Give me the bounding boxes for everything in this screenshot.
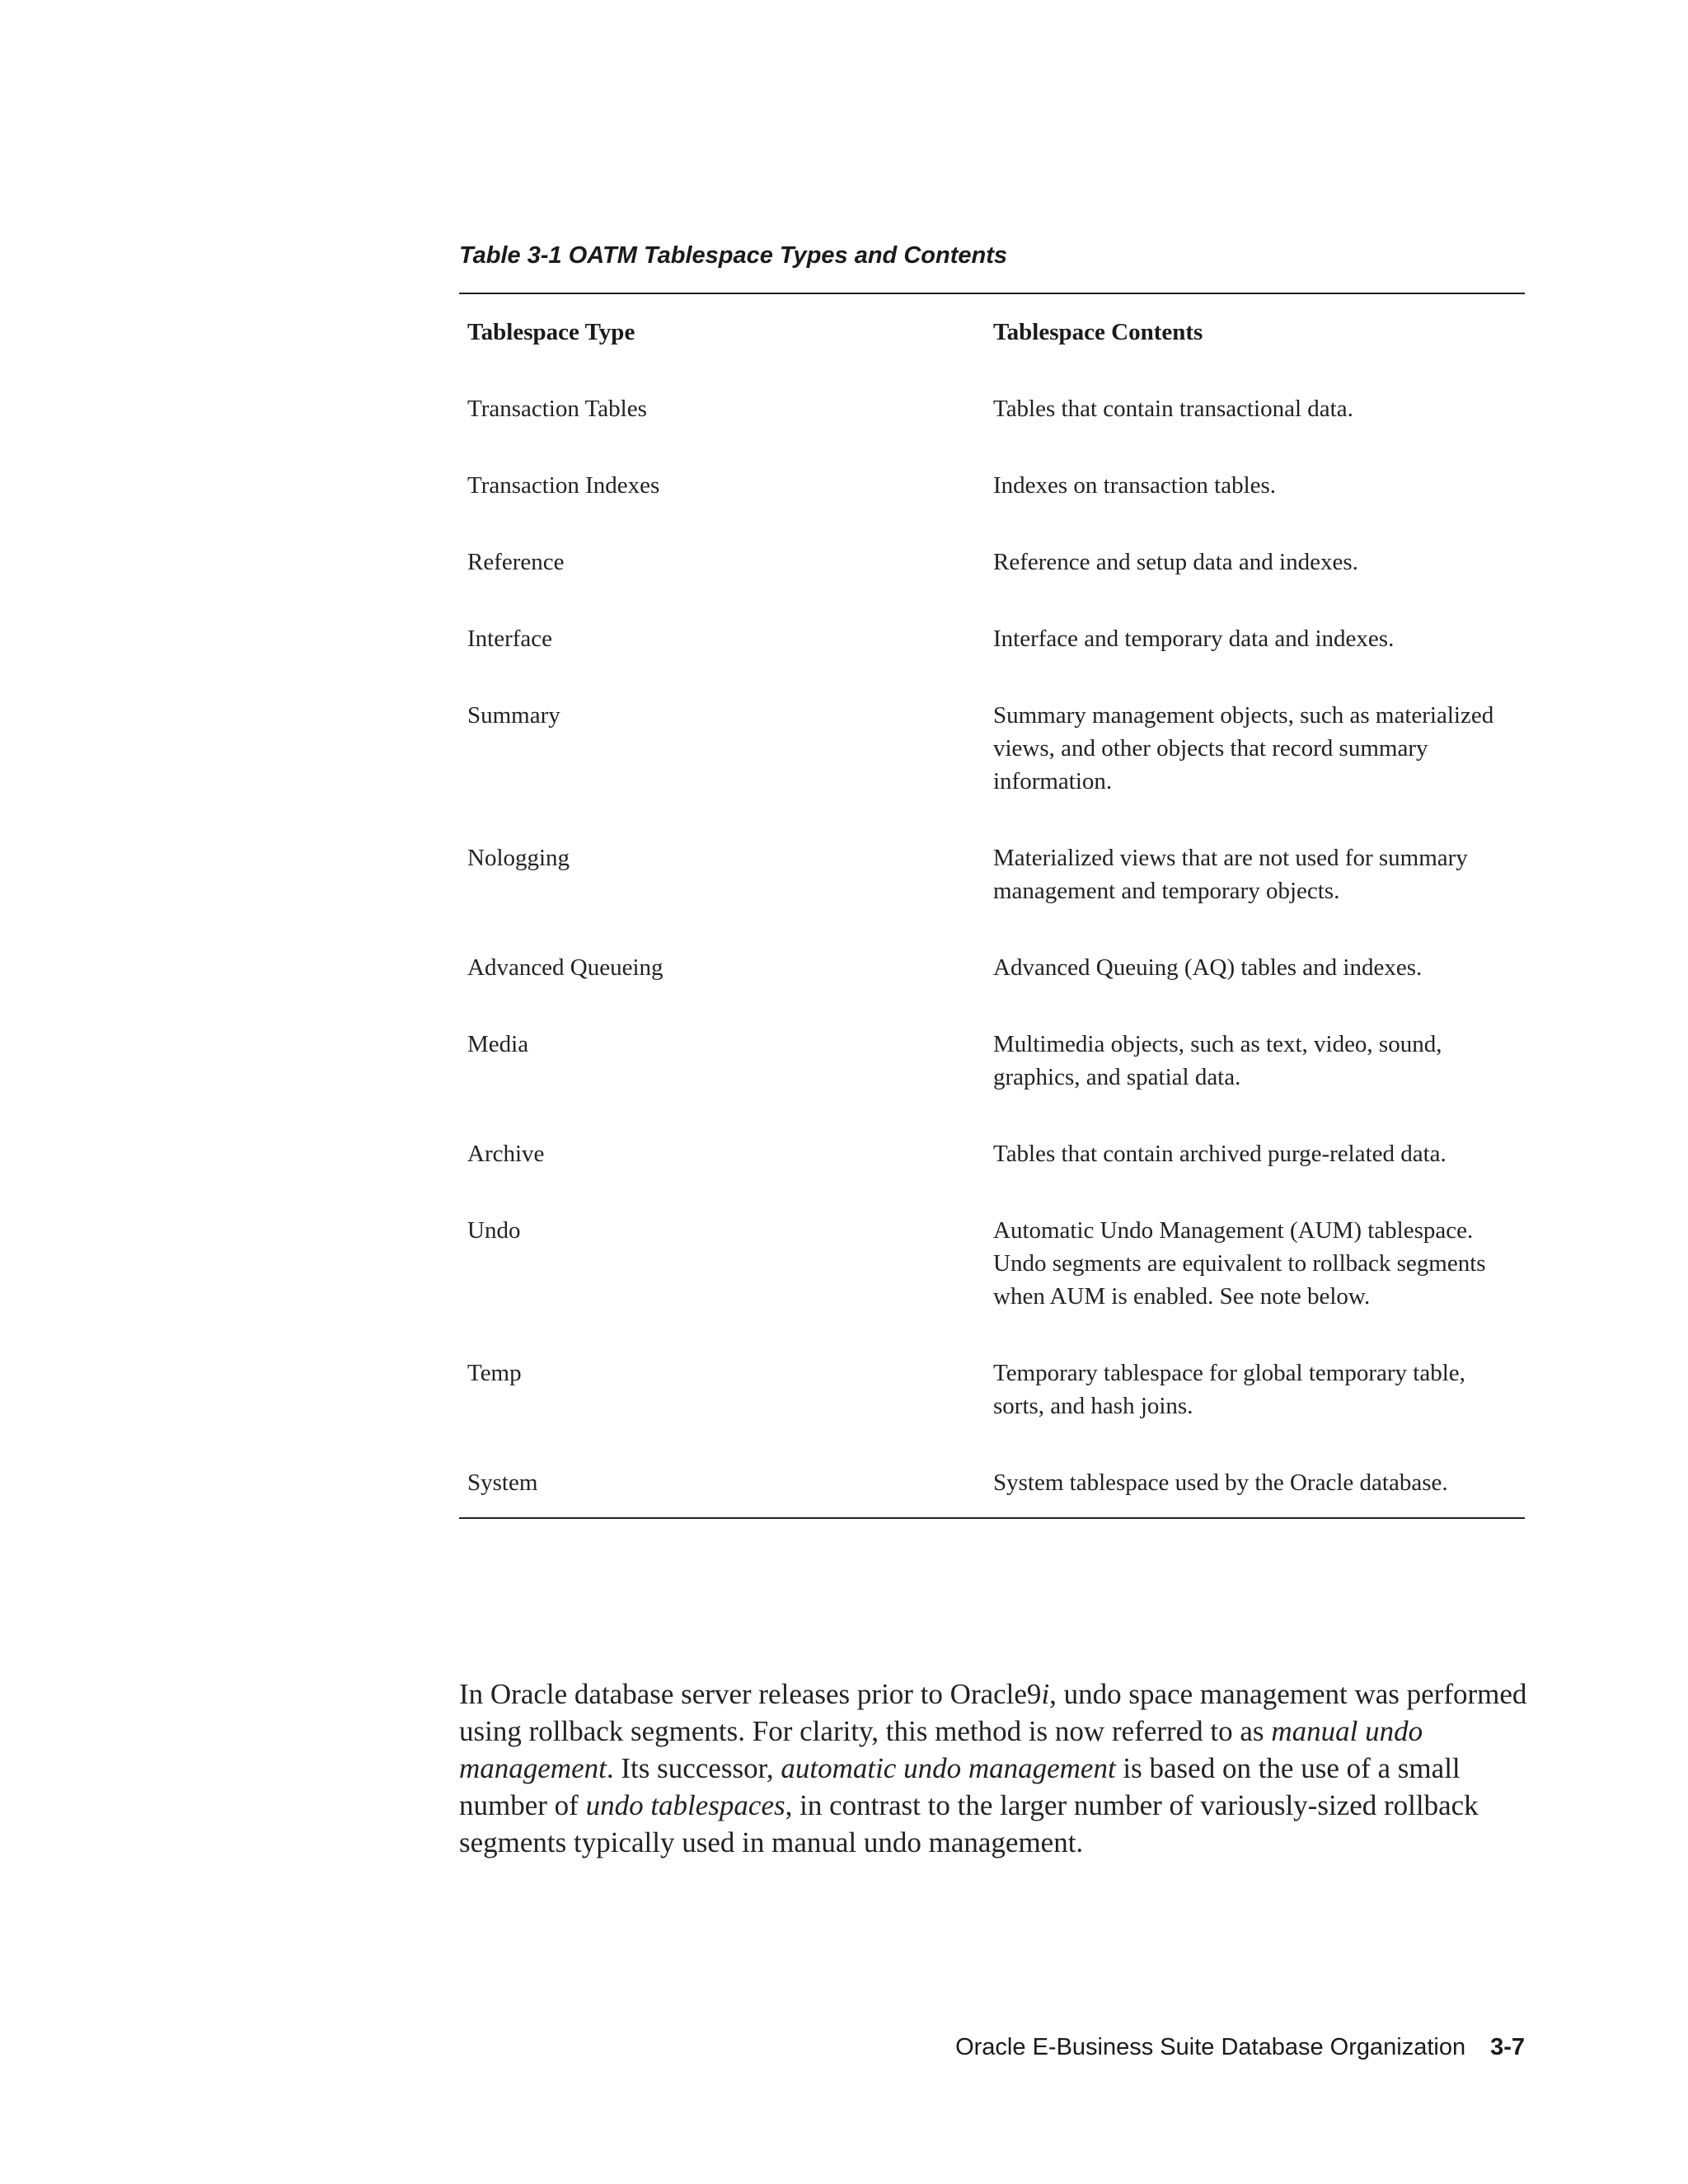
cell-type: Reference <box>467 549 565 575</box>
cell-type: Transaction Indexes <box>467 472 660 499</box>
cell-type: Temp <box>467 1360 522 1386</box>
cell-type: System <box>467 1469 538 1496</box>
table-row <box>459 951 1525 984</box>
table-caption: Table 3-1 OATM Tablespace Types and Contents <box>459 242 1007 269</box>
cell-type: Transaction Tables <box>467 396 647 422</box>
cell-contents: Interface and temporary data and indexes. <box>993 626 1395 652</box>
cell-type: Archive <box>467 1141 545 1167</box>
cell-contents: Advanced Queuing (AQ) tables and indexes. <box>993 954 1423 981</box>
cell-contents: Tables that contain transactional data. <box>993 396 1353 422</box>
table-row <box>459 622 1525 655</box>
paragraph-text: In Oracle database server releases prior to Oracle9 <box>459 1678 1042 1710</box>
cell-type: Undo <box>467 1217 521 1244</box>
paragraph-text: , in contrast to the larger number of variously-sized rollback segments typically used in manual undo management. <box>459 1789 1479 1858</box>
cell-type: Interface <box>467 626 553 652</box>
header-tablespace-type: Tablespace Type <box>467 319 635 345</box>
table-row <box>459 1466 1525 1499</box>
paragraph-italic: i <box>1041 1678 1050 1710</box>
cell-type: Nologging <box>467 845 570 871</box>
table-row <box>459 1214 1525 1313</box>
paragraph-text: , undo space management was performed using rollback segments. For clarity, this method is now referred to as <box>459 1678 1527 1747</box>
footer-title: Oracle E-Business Suite Database Organization <box>955 2034 1466 2060</box>
table-row <box>459 1357 1525 1422</box>
cell-contents: Multimedia objects, such as text, video, sound, graphics, and spatial data. <box>993 1031 1442 1090</box>
cell-contents: Tables that contain archived purge-related data. <box>993 1141 1447 1167</box>
table-row <box>459 392 1525 425</box>
term-automatic-undo-management: automatic undo management <box>781 1752 1116 1784</box>
cell-contents: Reference and setup data and indexes. <box>993 549 1358 575</box>
page-footer <box>955 2034 1525 2061</box>
cell-contents: Temporary tablespace for global temporary table, sorts, and hash joins. <box>993 1360 1465 1419</box>
table-row <box>459 699 1525 798</box>
table-row <box>459 546 1525 579</box>
paragraph-text: is based on the use of a small number of <box>459 1752 1461 1821</box>
cell-type: Media <box>467 1031 529 1057</box>
body-paragraph <box>459 1675 1531 1861</box>
cell-contents: System tablespace used by the Oracle database. <box>993 1469 1448 1496</box>
table-header-row <box>459 316 1525 349</box>
page-number: 3-7 <box>1490 2034 1525 2060</box>
cell-contents: Summary management objects, such as materialized views, and other objects that record summary information. <box>993 702 1494 794</box>
term-manual-undo-management: manual undo management <box>459 1715 1423 1784</box>
table-row <box>459 1028 1525 1094</box>
term-undo-tablespaces: undo tablespaces <box>585 1789 785 1821</box>
cell-contents: Materialized views that are not used for summary management and temporary objects. <box>993 845 1468 904</box>
paragraph-text: . Its successor, <box>606 1752 781 1784</box>
table-row <box>459 1137 1525 1170</box>
header-tablespace-contents: Tablespace Contents <box>993 319 1203 345</box>
tablespace-table <box>459 293 1525 1519</box>
cell-contents: Indexes on transaction tables. <box>993 472 1277 499</box>
cell-contents: Automatic Undo Management (AUM) tablespace. Undo segments are equivalent to rollback segments when AUM is enabled. See note below. <box>993 1217 1486 1310</box>
cell-type: Summary <box>467 702 560 729</box>
table-row <box>459 469 1525 502</box>
cell-type: Advanced Queueing <box>467 954 663 981</box>
table-row <box>459 841 1525 907</box>
